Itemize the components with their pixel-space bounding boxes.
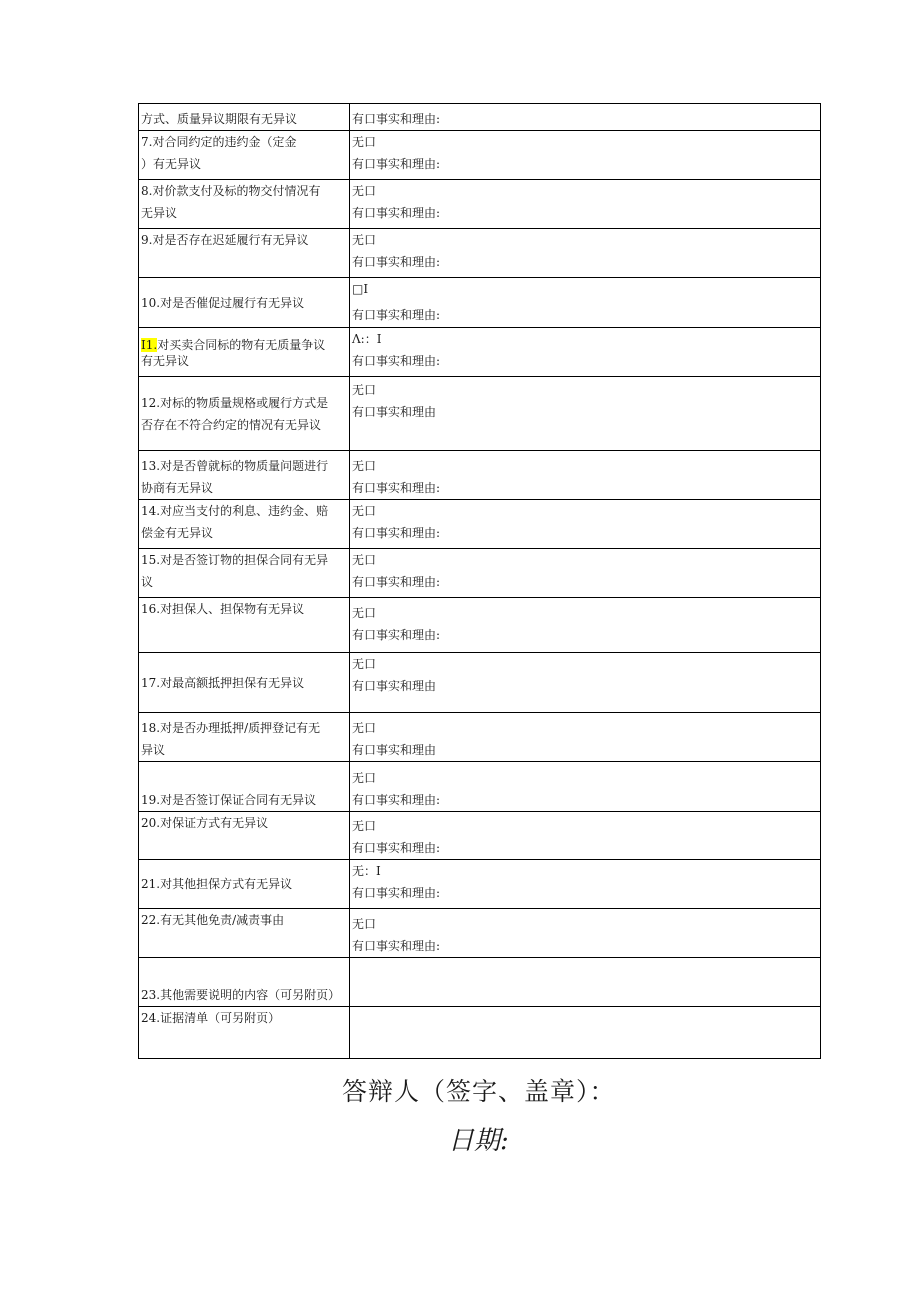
answer-no-checkbox[interactable]: 无口 [352, 606, 377, 620]
answer-reason[interactable]: 有口事实和理由: [352, 939, 441, 953]
question-text: 20.对保证方式有无异议 [141, 816, 269, 830]
table-row [139, 229, 821, 278]
question-text: 有无异议 [141, 354, 190, 368]
question-text: 19.对是否签订保证合同有无异议 [141, 793, 317, 807]
answer-no-checkbox[interactable]: 无口 [352, 553, 377, 567]
question-text: 9.对是否存在迟延履行有无异议 [141, 233, 309, 247]
response-form-table [138, 103, 821, 1059]
signature-label: 答辩人（签字、盖章）： [342, 1077, 616, 1106]
question-text: 异议 [141, 743, 166, 757]
answer-cell [350, 500, 821, 549]
question-cell [139, 328, 350, 377]
question-text: 12.对标的物质量规格或履行方式是 [141, 395, 329, 410]
answer-cell [350, 598, 821, 653]
answer-reason[interactable]: 有口事实和理由: [352, 354, 441, 368]
question-text: 16.对担保人、担保物有无异议 [141, 602, 305, 616]
answer-cell [350, 229, 821, 278]
answer-cell [350, 812, 821, 860]
answer-cell [350, 909, 821, 958]
question-text: 7.对合同约定的违约金（定金 [141, 135, 297, 149]
answer-no-checkbox[interactable]: □I [352, 282, 369, 296]
answer-cell [350, 104, 821, 131]
table-row [139, 1007, 821, 1059]
answer-no-checkbox[interactable]: 无口 [352, 771, 377, 785]
answer-reason[interactable]: 有口事实和理由: [352, 841, 441, 855]
answer-reason[interactable]: 有口事实和理由 [352, 405, 437, 419]
answer-reason: 有口事实和理由: [352, 112, 441, 126]
date-label: 日期: [448, 1126, 509, 1156]
question-text: 对买卖合同标的物有无质量争议 [157, 338, 326, 352]
answer-cell [350, 278, 821, 328]
answer-reason[interactable]: 有口事实和理由: [352, 886, 441, 900]
answer-cell [350, 377, 821, 451]
answer-no-checkbox[interactable]: Λ:：I [352, 332, 382, 346]
question-text: 议 [141, 575, 154, 589]
question-cell [139, 1007, 350, 1059]
answer-no-checkbox[interactable]: 无口 [352, 383, 377, 397]
answer-cell [350, 549, 821, 598]
answer-field[interactable] [350, 958, 821, 1007]
answer-reason[interactable]: 有口事实和理由: [352, 628, 441, 642]
answer-reason[interactable]: 有口事实和理由 [352, 743, 437, 757]
table-row [139, 713, 821, 762]
question-text: 18.对是否办理抵押/质押登记有无 [141, 721, 321, 735]
question-number-highlight: I1. [141, 338, 158, 352]
question-cell [139, 653, 350, 713]
question-cell [139, 278, 350, 328]
answer-no-checkbox[interactable]: 无口 [352, 504, 377, 518]
question-text: 无异议 [141, 206, 178, 220]
question-text: 否存在不符合约定的情况有无异议 [141, 417, 322, 432]
question-cell [139, 860, 350, 909]
answer-no-checkbox[interactable]: 无口 [352, 657, 377, 671]
table-row [139, 180, 821, 229]
table-row [139, 598, 821, 653]
question-text: 24.证据清单（可另附页） [141, 1011, 281, 1025]
table-row [139, 451, 821, 500]
question-cell [139, 549, 350, 598]
answer-no-checkbox[interactable]: 无口 [352, 233, 377, 247]
answer-cell [350, 451, 821, 500]
question-cell [139, 909, 350, 958]
answer-no-checkbox[interactable]: 无口 [352, 184, 377, 198]
answer-cell [350, 762, 821, 812]
question-text: 23.其他需要说明的内容（可另附页） [141, 988, 341, 1002]
answer-reason[interactable]: 有口事实和理由 [352, 679, 437, 693]
question-text: 17.对最高额抵押担保有无异议 [141, 675, 305, 690]
answer-reason[interactable]: 有口事实和理由: [352, 575, 441, 589]
question-text: 协商有无异议 [141, 481, 214, 495]
question-text: 偿金有无异议 [141, 526, 214, 540]
table-row [139, 500, 821, 549]
question-cell [139, 451, 350, 500]
question-text: 13.对是否曾就标的物质量问题进行 [141, 459, 329, 473]
table-row [139, 762, 821, 812]
question-cell [139, 131, 350, 180]
question-text: 15.对是否签订物的担保合同有无异 [141, 553, 329, 567]
question-text: 22.有无其他免责/减责事由 [141, 913, 285, 927]
table-row [139, 653, 821, 713]
answer-no-checkbox[interactable]: 无口 [352, 459, 377, 473]
question-text: 方式、质量异议期限有无异议 [141, 112, 298, 126]
table-row [139, 909, 821, 958]
table-row [139, 549, 821, 598]
answer-no-checkbox[interactable]: 无：I [352, 864, 381, 878]
table-row [139, 860, 821, 909]
answer-no-checkbox[interactable]: 无口 [352, 721, 377, 735]
question-text: ）有无异议 [141, 157, 202, 171]
question-cell [139, 180, 350, 229]
question-cell [139, 812, 350, 860]
answer-reason[interactable]: 有口事实和理由: [352, 526, 441, 540]
question-cell [139, 762, 350, 812]
table-row [139, 328, 821, 377]
answer-cell [350, 180, 821, 229]
answer-reason[interactable]: 有口事实和理由: [352, 481, 441, 495]
answer-reason[interactable]: 有口事实和理由: [352, 793, 441, 807]
answer-cell [350, 653, 821, 713]
answer-reason[interactable]: 有口事实和理由: [352, 255, 441, 269]
table-row [139, 958, 821, 1007]
question-cell [139, 377, 350, 451]
answer-reason[interactable]: 有口事实和理由: [352, 206, 441, 220]
question-text: 14.对应当支付的利息、违约金、赔 [141, 504, 329, 518]
table-row [139, 278, 821, 328]
table-row [139, 377, 821, 451]
answer-no-checkbox[interactable]: 无口 [352, 819, 377, 833]
table-row [139, 812, 821, 860]
answer-no-checkbox[interactable]: 无口 [352, 917, 377, 931]
answer-reason[interactable]: 有口事实和理由: [352, 157, 441, 171]
answer-no-checkbox[interactable]: 无口 [352, 135, 377, 149]
answer-cell [350, 131, 821, 180]
answer-reason[interactable]: 有口事实和理由: [352, 308, 441, 322]
answer-cell [350, 713, 821, 762]
question-cell [139, 598, 350, 653]
answer-cell [350, 860, 821, 909]
answer-cell [350, 328, 821, 377]
table-row [139, 131, 821, 180]
question-cell [139, 229, 350, 278]
question-text: 10.对是否催促过履行有无异议 [141, 295, 305, 310]
question-cell [139, 958, 350, 1007]
table-row [139, 104, 821, 131]
question-cell [139, 500, 350, 549]
question-text: 8.对价款支付及标的物交付情况有 [141, 184, 321, 198]
question-cell [139, 713, 350, 762]
question-text: 21.对其他担保方式有无异议 [141, 877, 293, 891]
question-cell [139, 104, 350, 131]
answer-field[interactable] [350, 1007, 821, 1059]
